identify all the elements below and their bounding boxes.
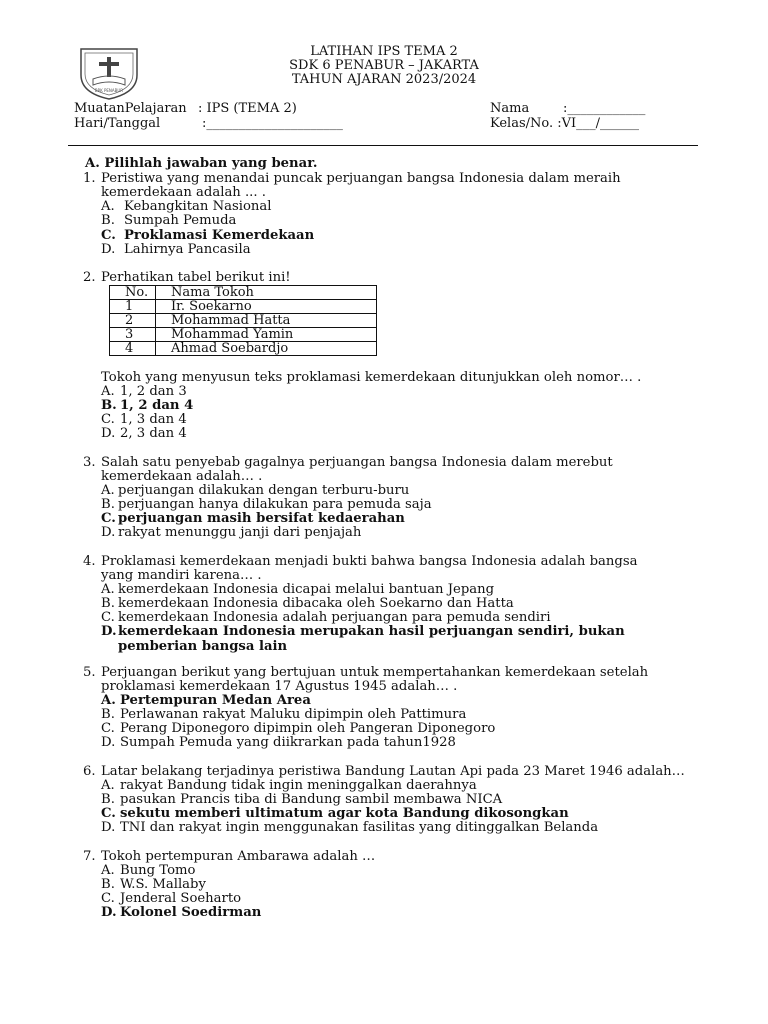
option-key: D. bbox=[101, 242, 116, 257]
table-header-cell: Nama Tokoh bbox=[156, 286, 377, 300]
table-row bbox=[110, 300, 377, 314]
option-text: pasukan Prancis tiba di Bandung sambil membawa NICA bbox=[120, 792, 503, 807]
option-key: B. bbox=[101, 398, 117, 413]
option-text-answer: Kolonel Soedirman bbox=[120, 905, 262, 920]
option-text: Kebangkitan Nasional bbox=[124, 199, 272, 214]
option-key: B. bbox=[101, 877, 115, 892]
option-text: perjuangan dilakukan dengan terburu-buru bbox=[118, 483, 410, 498]
school-name: SDK 6 PENABUR – JAKARTA bbox=[289, 58, 479, 73]
question-text: Perjuangan berikut yang bertujuan untuk mempertahankan kemerdekaan setelah bbox=[101, 665, 649, 680]
option-key: B. bbox=[101, 792, 115, 807]
option-text: kemerdekaan Indonesia dibacaka oleh Soekarno dan Hatta bbox=[118, 596, 514, 611]
option-key: A. bbox=[101, 199, 115, 214]
question-text: kemerdekaan adalah ... . bbox=[101, 185, 266, 200]
option-key: D. bbox=[101, 624, 117, 639]
option-text: rakyat menunggu janji dari penjajah bbox=[118, 525, 362, 540]
option-text: TNI dan rakyat ingin menggunakan fasilitas yang ditinggalkan Belanda bbox=[120, 820, 599, 835]
option-text: 1, 2 dan 3 bbox=[120, 384, 187, 399]
option-text-answer: pemberian bangsa lain bbox=[118, 639, 288, 654]
option-key: A. bbox=[101, 693, 116, 708]
option-key: D. bbox=[101, 905, 117, 920]
question-text: proklamasi kemerdekaan 17 Agustus 1945 adalah… . bbox=[101, 679, 458, 694]
option-text: rakyat Bandung tidak ingin meninggalkan daerahnya bbox=[120, 778, 477, 793]
date-field[interactable]: :_____________________ bbox=[202, 116, 343, 131]
option-text: Lahirnya Pancasila bbox=[124, 242, 251, 257]
question-text: Tokoh yang menyusun teks proklamasi kemerdekaan ditunjukkan oleh nomor… . bbox=[101, 370, 642, 385]
academic-year: TAHUN AJARAN 2023/2024 bbox=[291, 72, 477, 87]
option-key: B. bbox=[101, 707, 115, 722]
header-divider bbox=[68, 145, 698, 146]
option-key: C. bbox=[101, 412, 115, 427]
option-text: perjuangan hanya dilakukan para pemuda saja bbox=[118, 497, 432, 512]
date-label: Hari/Tanggal bbox=[74, 116, 161, 131]
question-text: Peristiwa yang menandai puncak perjuangan bangsa Indonesia dalam meraih bbox=[101, 171, 621, 186]
table-row bbox=[110, 314, 377, 328]
option-text: W.S. Mallaby bbox=[120, 877, 206, 892]
table-row bbox=[110, 328, 377, 342]
option-key: C. bbox=[101, 721, 115, 736]
question-text: yang mandiri karena… . bbox=[101, 568, 262, 583]
option-key: A. bbox=[101, 483, 115, 498]
subject-label: MuatanPelajaran bbox=[74, 101, 187, 116]
option-text: 1, 3 dan 4 bbox=[120, 412, 187, 427]
subject-value: : IPS (TEMA 2) bbox=[198, 101, 297, 116]
question-text: Perhatikan tabel berikut ini! bbox=[101, 270, 291, 285]
option-text-answer: perjuangan masih bersifat kedaerahan bbox=[118, 511, 405, 526]
option-text: Jenderal Soeharto bbox=[120, 891, 242, 906]
option-text-answer: 1, 2 dan 4 bbox=[120, 398, 194, 413]
option-key: B. bbox=[101, 497, 115, 512]
table-cell: Mohammad Hatta bbox=[156, 314, 377, 328]
question-text: Salah satu penyebab gagalnya perjuangan bangsa Indonesia dalam merebut bbox=[101, 455, 613, 470]
table-cell: 2 bbox=[110, 314, 156, 328]
tokoh-table bbox=[109, 285, 377, 356]
table-cell: Mohammad Yamin bbox=[156, 328, 377, 342]
option-text-answer: Proklamasi Kemerdekaan bbox=[124, 228, 315, 243]
option-key: A. bbox=[101, 384, 115, 399]
doc-title: LATIHAN IPS TEMA 2 bbox=[310, 44, 458, 59]
option-text: kemerdekaan Indonesia dicapai melalui bantuan Jepang bbox=[118, 582, 495, 597]
option-text: Bung Tomo bbox=[120, 863, 196, 878]
option-text-answer: sekutu memberi ultimatum agar kota Bandung dikosongkan bbox=[120, 806, 569, 821]
table-cell: 4 bbox=[110, 342, 156, 356]
option-text-answer: Pertempuran Medan Area bbox=[120, 693, 311, 708]
option-text: 2, 3 dan 4 bbox=[120, 426, 187, 441]
option-text: Sumpah Pemuda bbox=[124, 213, 237, 228]
option-key: A. bbox=[101, 582, 115, 597]
class-field[interactable]: Kelas/No. :VI___/______ bbox=[490, 116, 640, 131]
option-text: Perang Diponegoro dipimpin oleh Pangeran Diponegoro bbox=[120, 721, 496, 736]
name-label: Nama bbox=[490, 101, 530, 116]
table-cell: 1 bbox=[110, 300, 156, 314]
option-key: D. bbox=[101, 820, 116, 835]
question-text: Tokoh pertempuran Ambarawa adalah … bbox=[101, 849, 376, 864]
section-heading: A. Pilihlah jawaban yang benar. bbox=[85, 156, 318, 171]
table-row bbox=[110, 342, 377, 356]
option-key: D. bbox=[101, 525, 116, 540]
question-text: Latar belakang terjadinya peristiwa Bandung Lautan Api pada 23 Maret 1946 adalah… bbox=[101, 764, 685, 779]
option-text: kemerdekaan Indonesia adalah perjuangan para pemuda sendiri bbox=[118, 610, 551, 625]
question-text: kemerdekaan adalah… . bbox=[101, 469, 263, 484]
option-key: C. bbox=[101, 511, 116, 526]
option-key: C. bbox=[101, 228, 116, 243]
option-key: D. bbox=[101, 735, 116, 750]
table-cell: Ahmad Soebardjo bbox=[156, 342, 377, 356]
option-text: Sumpah Pemuda yang diikrarkan pada tahun1928 bbox=[120, 735, 456, 750]
option-key: C. bbox=[101, 610, 115, 625]
option-key: B. bbox=[101, 596, 115, 611]
table-header-row bbox=[110, 286, 377, 300]
table-cell: Ir. Soekarno bbox=[156, 300, 377, 314]
option-key: D. bbox=[101, 426, 116, 441]
table-header-cell: No. bbox=[110, 286, 156, 300]
table-cell: 3 bbox=[110, 328, 156, 342]
question-text: Proklamasi kemerdekaan menjadi bukti bahwa bangsa Indonesia adalah bangsa bbox=[101, 554, 638, 569]
option-key: B. bbox=[101, 213, 115, 228]
option-key: A. bbox=[101, 778, 115, 793]
svg-text:BPK PENABUR: BPK PENABUR bbox=[94, 88, 124, 93]
option-key: A. bbox=[101, 863, 115, 878]
option-key: C. bbox=[101, 891, 115, 906]
option-key: C. bbox=[101, 806, 116, 821]
name-field[interactable]: :____________ bbox=[563, 101, 646, 116]
option-text-answer: kemerdekaan Indonesia merupakan hasil perjuangan sendiri, bukan bbox=[118, 624, 625, 639]
option-text: Perlawanan rakyat Maluku dipimpin oleh Pattimura bbox=[120, 707, 467, 722]
